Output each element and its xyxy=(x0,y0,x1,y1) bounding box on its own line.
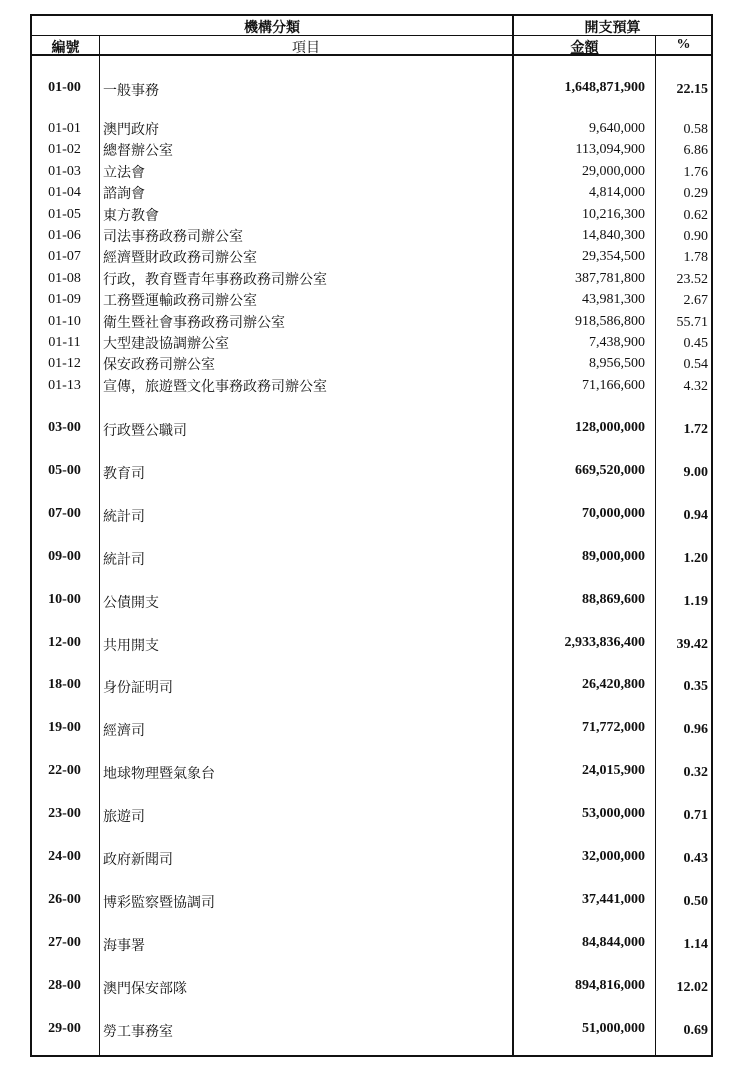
row-item: 統計司 xyxy=(103,509,145,525)
row-percent: 0.94 xyxy=(683,507,708,523)
row-amount: 894,816,000 xyxy=(575,977,645,993)
header-code: 編號 xyxy=(51,41,80,56)
row-amount: 37,441,000 xyxy=(582,891,645,907)
row-item: 一般事務 xyxy=(103,84,159,99)
row-amount: 113,094,900 xyxy=(575,142,645,158)
row-percent: 55.71 xyxy=(676,314,708,330)
row-amount: 4,814,000 xyxy=(589,185,645,201)
col-divider-amount xyxy=(655,35,656,1057)
row-code: 27-00 xyxy=(48,934,81,950)
row-percent: 0.69 xyxy=(683,1022,708,1038)
row-code: 23-00 xyxy=(48,806,81,822)
row-amount: 9,640,000 xyxy=(589,121,645,136)
row-code: 28-00 xyxy=(48,977,81,993)
table-border-right xyxy=(711,14,713,1057)
row-amount: 51,000,000 xyxy=(582,1020,645,1036)
row-percent: 0.58 xyxy=(683,122,708,137)
row-percent: 0.71 xyxy=(683,808,708,824)
row-amount: 26,420,800 xyxy=(582,677,645,693)
header-percent: % xyxy=(676,37,691,52)
row-amount: 71,772,000 xyxy=(582,720,645,736)
row-percent: 0.62 xyxy=(683,207,708,223)
row-code: 12-00 xyxy=(48,634,81,650)
row-amount: 43,981,300 xyxy=(582,292,645,308)
row-item: 工務暨運輸政務司辦公室 xyxy=(103,294,257,310)
row-amount: 29,354,500 xyxy=(582,249,645,265)
row-code: 01-06 xyxy=(48,228,81,243)
row-percent: 22.15 xyxy=(676,82,708,97)
row-item: 衛生暨社會事務政務司辦公室 xyxy=(103,315,285,331)
row-amount: 7,438,900 xyxy=(589,335,645,350)
row-percent: 23.52 xyxy=(676,271,708,287)
row-code: 01-08 xyxy=(48,270,81,286)
row-code: 01-05 xyxy=(48,206,81,222)
row-amount: 70,000,000 xyxy=(582,505,645,521)
row-amount: 29,000,000 xyxy=(582,163,645,179)
row-item: 宣傳，旅遊暨文化事務政務司辦公室 xyxy=(103,379,327,395)
row-percent: 0.43 xyxy=(683,851,708,866)
row-code: 01-11 xyxy=(48,335,81,350)
row-percent: 0.32 xyxy=(683,765,708,781)
row-percent: 1.78 xyxy=(683,250,708,266)
row-code: 26-00 xyxy=(48,891,81,907)
row-code: 01-10 xyxy=(48,313,81,329)
row-amount: 14,840,300 xyxy=(582,228,645,243)
row-item: 旅遊司 xyxy=(103,810,145,826)
row-amount: 71,166,600 xyxy=(582,377,645,393)
row-code: 01-09 xyxy=(48,292,81,308)
row-item: 諮詢會 xyxy=(103,187,145,203)
row-code: 29-00 xyxy=(48,1020,81,1036)
row-item: 保安政務司辦公室 xyxy=(103,358,215,374)
row-amount: 128,000,000 xyxy=(575,420,645,435)
row-code: 07-00 xyxy=(48,505,81,521)
row-amount: 2,933,836,400 xyxy=(564,634,645,650)
row-code: 01-13 xyxy=(48,377,81,393)
row-amount: 918,586,800 xyxy=(575,313,645,329)
row-code: 01-00 xyxy=(48,80,81,95)
row-item: 博彩監察暨協調司 xyxy=(103,895,215,911)
row-percent: 1.76 xyxy=(683,164,708,180)
row-item: 地球物理暨氣象台 xyxy=(103,767,215,783)
row-percent: 1.20 xyxy=(683,550,708,566)
row-item: 公債開支 xyxy=(103,595,159,611)
row-amount: 89,000,000 xyxy=(582,548,645,564)
row-percent: 6.86 xyxy=(683,143,708,159)
row-percent: 0.50 xyxy=(683,893,708,909)
row-percent: 0.90 xyxy=(683,229,708,244)
row-item: 立法會 xyxy=(103,165,145,181)
row-item: 經濟司 xyxy=(103,724,145,740)
row-code: 19-00 xyxy=(48,720,81,736)
row-item: 身份証明司 xyxy=(103,681,173,697)
row-percent: 9.00 xyxy=(683,464,708,480)
row-item: 政府新聞司 xyxy=(103,853,173,868)
row-percent: 1.14 xyxy=(683,936,708,952)
header-amount: 金額 xyxy=(570,41,599,56)
row-amount: 53,000,000 xyxy=(582,806,645,822)
row-item: 統計司 xyxy=(103,552,145,568)
row-item: 大型建設協調辦公室 xyxy=(103,337,229,352)
row-percent: 1.72 xyxy=(683,422,708,437)
row-amount: 84,844,000 xyxy=(582,934,645,950)
row-item: 教育司 xyxy=(103,466,145,482)
header-item: 項目 xyxy=(292,41,320,56)
row-item: 總督辦公室 xyxy=(103,144,173,160)
row-item: 勞工事務室 xyxy=(103,1024,173,1040)
row-amount: 24,015,900 xyxy=(582,763,645,779)
row-percent: 0.29 xyxy=(683,186,708,202)
row-item: 澳門政府 xyxy=(103,123,159,138)
row-item: 共用開支 xyxy=(103,638,159,654)
row-percent: 0.54 xyxy=(683,357,708,373)
row-code: 22-00 xyxy=(48,763,81,779)
row-amount: 669,520,000 xyxy=(575,462,645,478)
row-item: 行政，教育暨青年事務政務司辦公室 xyxy=(103,272,327,288)
header-budget: 開支預算 xyxy=(584,21,641,36)
row-amount: 88,869,600 xyxy=(582,591,645,607)
row-item: 澳門保安部隊 xyxy=(103,981,187,997)
row-amount: 387,781,800 xyxy=(575,270,645,286)
row-code: 01-04 xyxy=(48,185,81,201)
row-item: 海事署 xyxy=(103,938,145,954)
row-percent: 39.42 xyxy=(676,636,708,652)
row-code: 05-00 xyxy=(48,462,81,478)
row-code: 01-07 xyxy=(48,249,81,265)
row-item: 東方教會 xyxy=(103,208,159,224)
header-category: 機構分類 xyxy=(244,21,300,36)
table-border-bottom xyxy=(30,1055,713,1057)
row-code: 24-00 xyxy=(48,849,81,864)
row-percent: 0.96 xyxy=(683,722,708,738)
row-item: 行政暨公職司 xyxy=(103,424,187,439)
row-item: 司法事務政務司辦公室 xyxy=(103,230,243,245)
row-code: 01-03 xyxy=(48,163,81,179)
row-percent: 2.67 xyxy=(683,293,708,309)
row-percent: 4.32 xyxy=(683,378,708,394)
row-code: 09-00 xyxy=(48,548,81,564)
row-percent: 0.35 xyxy=(683,679,708,695)
row-code: 18-00 xyxy=(48,677,81,693)
row-percent: 0.45 xyxy=(683,336,708,351)
table-border-top xyxy=(30,14,713,16)
row-item: 經濟暨財政政務司辦公室 xyxy=(103,251,257,267)
row-percent: 1.19 xyxy=(683,593,708,609)
row-amount: 10,216,300 xyxy=(582,206,645,222)
row-code: 10-00 xyxy=(48,591,81,607)
row-amount: 1,648,871,900 xyxy=(564,80,645,95)
row-code: 01-01 xyxy=(48,121,81,136)
row-code: 01-12 xyxy=(48,356,81,372)
row-amount: 32,000,000 xyxy=(582,849,645,864)
col-divider-item xyxy=(512,14,514,1057)
row-code: 03-00 xyxy=(48,420,81,435)
col-divider-code xyxy=(99,35,100,1057)
row-amount: 8,956,500 xyxy=(589,356,645,372)
row-percent: 12.02 xyxy=(676,979,708,995)
row-code: 01-02 xyxy=(48,142,81,158)
